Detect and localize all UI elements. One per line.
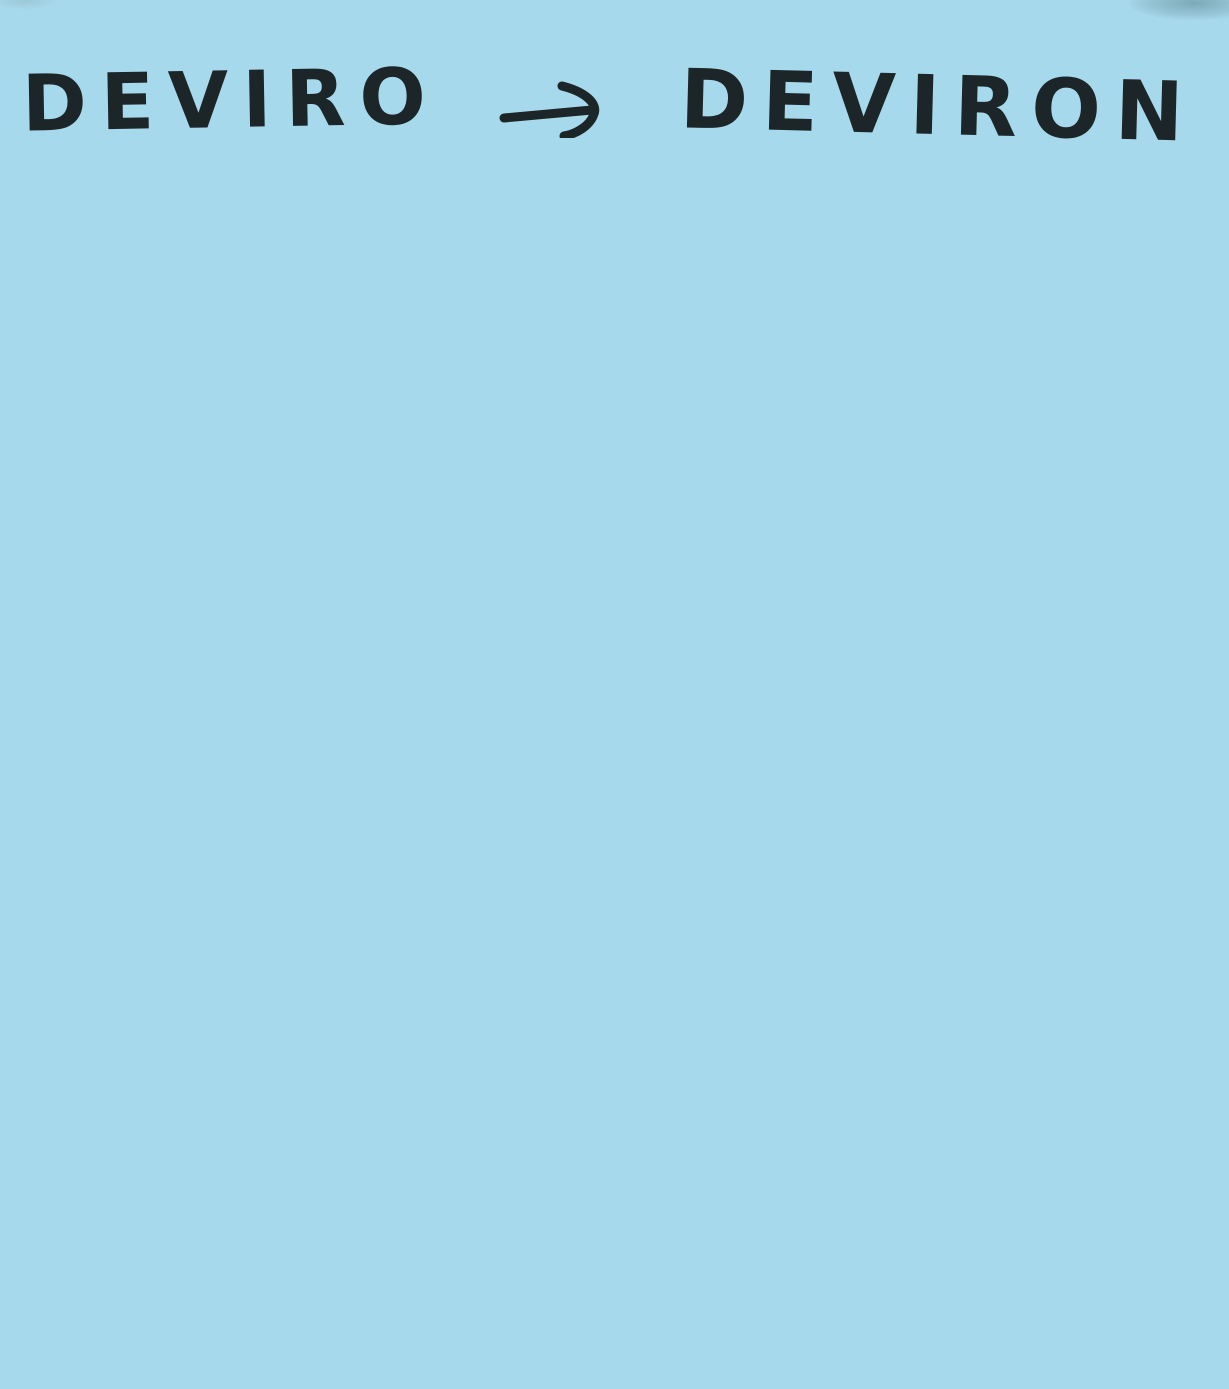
ink-smudge <box>1129 0 1229 20</box>
arrow-right-icon <box>496 68 608 138</box>
to-word: DEVIRON <box>678 52 1199 161</box>
from-word: DEVIRO <box>21 52 441 150</box>
paper-smudge <box>0 0 60 10</box>
handwritten-line <box>0 40 1229 160</box>
